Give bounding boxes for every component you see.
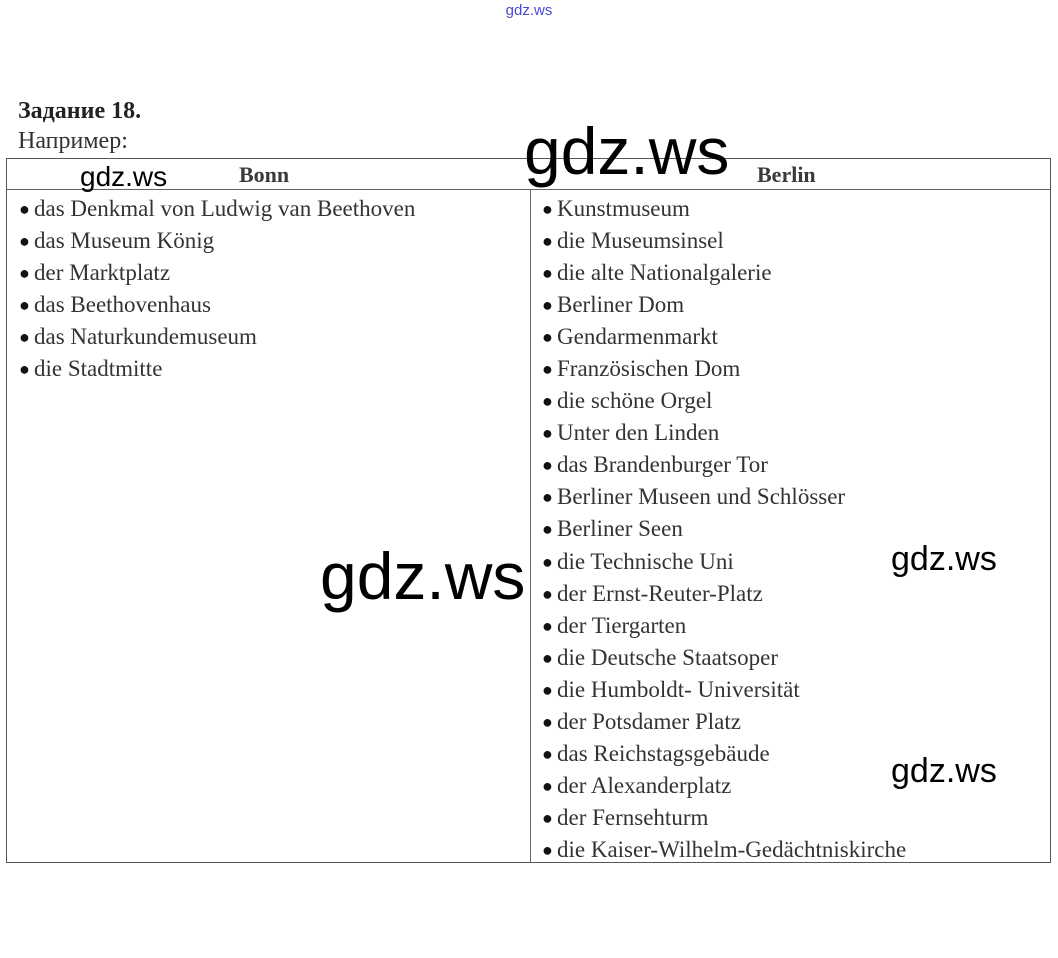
berlin-item — [542, 546, 906, 578]
column-header-berlin: Berlin — [757, 162, 816, 187]
berlin-item-text: der Ernst-Reuter-Platz — [557, 580, 763, 606]
bullet-icon: ● — [542, 391, 553, 412]
berlin-item — [542, 674, 906, 706]
bonn-item-text: die Stadtmitte — [34, 356, 163, 382]
berlin-item — [542, 417, 906, 449]
bonn-list — [19, 193, 415, 385]
berlin-item-text: die schöne Orgel — [557, 388, 713, 414]
berlin-item — [542, 578, 906, 610]
bullet-icon: ● — [19, 295, 30, 316]
berlin-item — [542, 449, 906, 481]
berlin-item — [542, 193, 906, 225]
berlin-item — [542, 642, 906, 674]
bullet-icon: ● — [19, 263, 30, 284]
bullet-icon: ● — [542, 263, 553, 284]
bullet-icon: ● — [542, 743, 553, 764]
berlin-item — [542, 257, 906, 289]
berlin-item-text: der Fernsehturm — [557, 804, 709, 830]
berlin-item-text: Unter den Linden — [557, 420, 720, 446]
berlin-item — [542, 610, 906, 642]
watermark-large-center: gdz.ws — [320, 539, 526, 613]
bullet-icon: ● — [19, 327, 30, 348]
bonn-item-text: das Denkmal von Ludwig van Beethoven — [34, 196, 416, 221]
berlin-item-text: Französischen Dom — [557, 356, 741, 382]
berlin-item-text: das Brandenburger Tor — [557, 452, 768, 478]
bullet-icon: ● — [542, 199, 553, 219]
bullet-icon: ● — [542, 551, 553, 572]
bullet-icon: ● — [19, 199, 30, 219]
bullet-icon: ● — [542, 775, 553, 796]
watermark-small-right-low: gdz.ws — [891, 752, 997, 790]
watermark-small-left: gdz.ws — [80, 161, 168, 192]
bullet-icon: ● — [19, 231, 30, 252]
site-link[interactable]: gdz.ws — [505, 2, 553, 19]
berlin-item-text: der Alexanderplatz — [557, 772, 732, 798]
berlin-item-text: das Reichstagsgebäude — [557, 740, 770, 766]
berlin-item-text: Gendarmenmarkt — [557, 324, 718, 350]
bullet-icon: ● — [542, 359, 553, 380]
bullet-icon: ● — [542, 423, 553, 444]
bullet-icon: ● — [542, 647, 553, 668]
bullet-icon: ● — [542, 839, 553, 860]
berlin-item — [542, 225, 906, 257]
berlin-item-text: die Museumsinsel — [557, 228, 724, 254]
bullet-icon: ● — [542, 295, 553, 316]
bullet-icon: ● — [542, 519, 553, 540]
berlin-item-text: der Tiergarten — [557, 612, 687, 638]
berlin-item — [542, 802, 906, 834]
berlin-item — [542, 513, 906, 545]
bullet-icon: ● — [542, 615, 553, 636]
bullet-icon: ● — [19, 359, 30, 380]
bullet-icon: ● — [542, 487, 553, 508]
berlin-item-text: Berliner Seen — [557, 516, 683, 542]
berlin-item — [542, 738, 906, 770]
berlin-item — [542, 834, 906, 866]
berlin-item — [542, 481, 906, 513]
watermark-large-top: gdz.ws — [524, 114, 730, 188]
berlin-item-text: die Kaiser-Wilhelm-Gedächtniskirche — [557, 836, 907, 862]
bonn-item — [19, 225, 415, 257]
berlin-item-text: die alte Nationalgalerie — [557, 260, 772, 286]
bullet-icon: ● — [542, 231, 553, 252]
column-header-bonn: Bonn — [239, 162, 290, 187]
berlin-item — [542, 321, 906, 353]
bullet-icon: ● — [542, 583, 553, 604]
berlin-item — [542, 353, 906, 385]
task-subtitle: Например: — [18, 128, 128, 154]
berlin-item-text: die Humboldt- Universität — [557, 676, 800, 702]
berlin-item-text: die Deutsche Staatsoper — [557, 644, 778, 670]
bonn-item-text: der Marktplatz — [34, 260, 171, 286]
bonn-item — [19, 353, 415, 385]
bonn-item — [19, 193, 415, 225]
bullet-icon: ● — [542, 679, 553, 700]
berlin-list — [542, 193, 906, 866]
berlin-item — [542, 770, 906, 802]
bullet-icon: ● — [542, 807, 553, 828]
bonn-item — [19, 321, 415, 353]
bullet-icon: ● — [542, 455, 553, 476]
berlin-item — [542, 385, 906, 417]
berlin-item-text: Berliner Museen und Schlösser — [557, 484, 846, 510]
berlin-item — [542, 289, 906, 321]
berlin-item-text: die Technische Uni — [557, 548, 734, 574]
berlin-item-text: der Potsdamer Platz — [557, 708, 741, 734]
bullet-icon: ● — [542, 327, 553, 348]
bonn-item-text: das Beethovenhaus — [34, 292, 211, 318]
column-divider — [530, 189, 531, 862]
bonn-item — [19, 289, 415, 321]
bonn-item-text: das Naturkundemuseum — [34, 324, 257, 350]
bonn-item — [19, 257, 415, 289]
berlin-item-text: Kunstmuseum — [557, 196, 690, 221]
bullet-icon: ● — [542, 711, 553, 732]
berlin-item-text: Berliner Dom — [557, 292, 685, 318]
berlin-item — [542, 706, 906, 738]
bonn-item-text: das Museum König — [34, 228, 215, 254]
watermark-small-right-mid: gdz.ws — [891, 540, 997, 578]
task-title: Задание 18. — [18, 98, 142, 124]
